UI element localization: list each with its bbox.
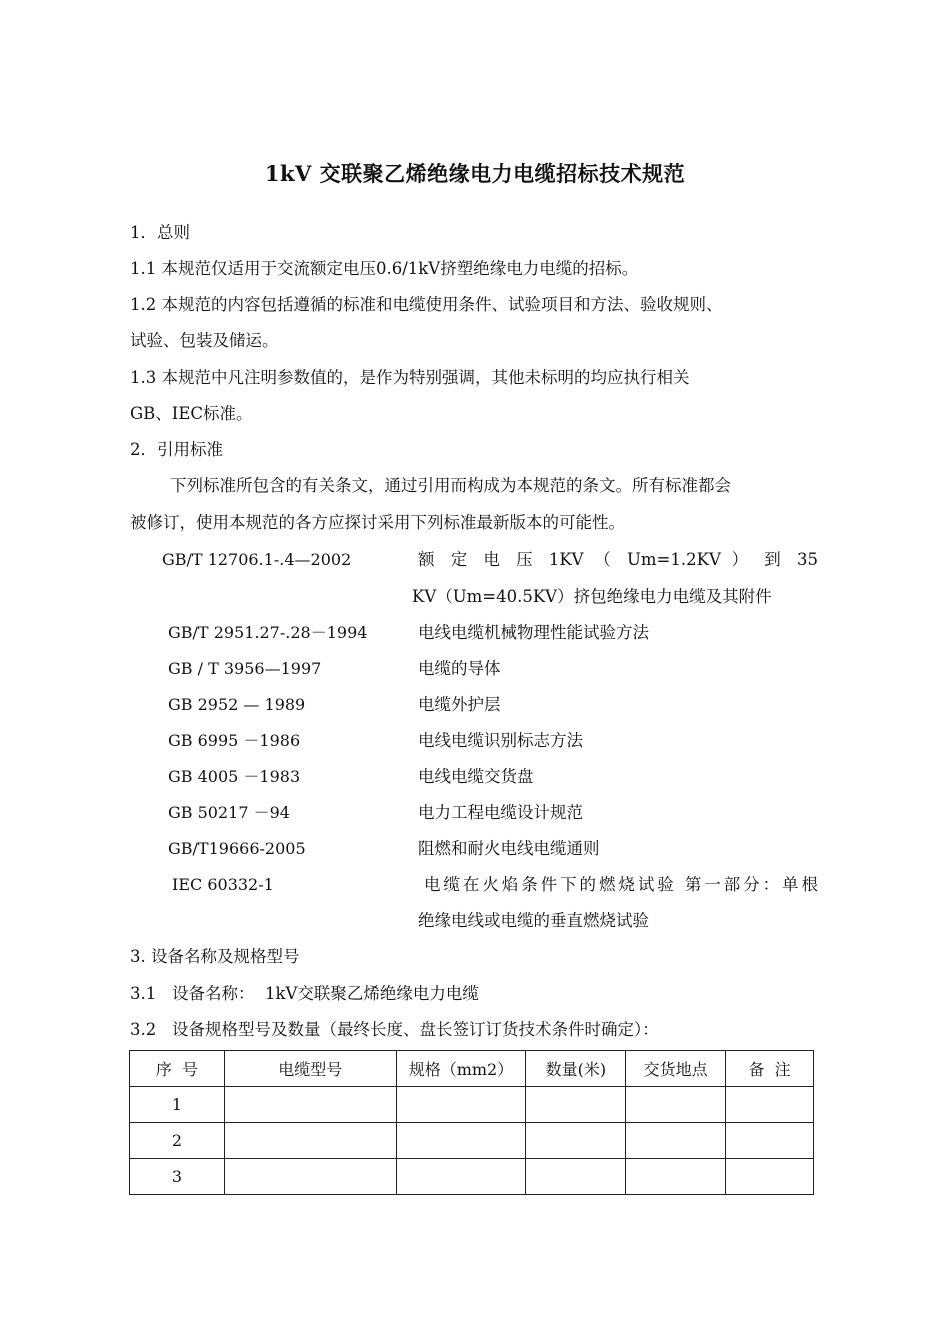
table-header-row bbox=[130, 1051, 814, 1087]
standard-code: GB 6995 －1986 bbox=[168, 731, 301, 750]
standard-description: 电力工程电缆设计规范 bbox=[418, 803, 583, 822]
table-cell-serial: 3 bbox=[130, 1159, 225, 1195]
clause-3-1: 3.1 设备名称： 1kV交联聚乙烯绝缘电力电缆 bbox=[130, 984, 479, 1003]
column-header-serial: 序 号 bbox=[130, 1051, 225, 1087]
clause-1-2-line2: 试验、包装及储运。 bbox=[130, 331, 279, 350]
table-cell bbox=[726, 1123, 814, 1159]
column-header-remarks: 备 注 bbox=[726, 1051, 814, 1087]
table-cell bbox=[396, 1159, 526, 1195]
table-row bbox=[130, 1159, 814, 1195]
table-cell bbox=[224, 1159, 396, 1195]
table-cell bbox=[396, 1087, 526, 1123]
table-cell bbox=[526, 1087, 626, 1123]
standard-description-continued: KV（Um=40.5KV）挤包绝缘电力电缆及其附件 bbox=[412, 587, 772, 606]
standard-description: 电缆的导体 bbox=[418, 659, 501, 678]
column-header-quantity: 数量(米) bbox=[526, 1051, 626, 1087]
standard-description: 电缆在火焰条件下的燃烧试验 第一部分：单根 bbox=[424, 875, 818, 894]
table-cell bbox=[726, 1159, 814, 1195]
section-2-heading: 2．引用标准 bbox=[130, 440, 223, 459]
section-2-intro-line2: 被修订，使用本规范的各方应探讨采用下列标准最新版本的可能性。 bbox=[130, 513, 625, 532]
standard-code: GB 4005 －1983 bbox=[168, 767, 301, 786]
standard-description: 电线电缆机械物理性能试验方法 bbox=[418, 623, 649, 642]
standard-description: 电线电缆识别标志方法 bbox=[418, 731, 583, 750]
standard-code: GB/T19666-2005 bbox=[168, 839, 306, 858]
clause-1-3-line1: 1.3 本规范中凡注明参数值的，是作为特别强调，其他未标明的均应执行相关 bbox=[130, 368, 690, 387]
section-2-intro-line1: 下列标准所包含的有关条文，通过引用而构成为本规范的条文。所有标准都会 bbox=[170, 476, 731, 495]
standard-code: IEC 60332-1 bbox=[172, 875, 274, 894]
standard-description: 电线电缆交货盘 bbox=[418, 767, 534, 786]
table-cell-serial: 2 bbox=[130, 1123, 225, 1159]
equipment-spec-table bbox=[129, 1050, 814, 1195]
table-row bbox=[130, 1087, 814, 1123]
table-cell bbox=[396, 1123, 526, 1159]
table-cell bbox=[726, 1087, 814, 1123]
table-cell bbox=[526, 1123, 626, 1159]
clause-1-3-line2: GB、IEC标准。 bbox=[130, 404, 253, 423]
standard-code: GB/T 2951.27-.28－1994 bbox=[168, 623, 368, 642]
table-cell bbox=[224, 1087, 396, 1123]
standard-code: GB/T 12706.1-.4—2002 bbox=[162, 550, 352, 569]
standard-description: 阻燃和耐火电线电缆通则 bbox=[418, 839, 600, 858]
table-cell-serial: 1 bbox=[130, 1087, 225, 1123]
standard-description-continued: 绝缘电线或电缆的垂直燃烧试验 bbox=[418, 911, 649, 930]
standard-code: GB 2952 — 1989 bbox=[168, 695, 306, 714]
column-header-cable-model: 电缆型号 bbox=[224, 1051, 396, 1087]
table-cell bbox=[526, 1159, 626, 1195]
section-1-heading: 1．总则 bbox=[130, 223, 190, 242]
standard-description: 额 定 电 压 1KV （ Um=1.2KV ） 到 35 bbox=[418, 550, 818, 569]
standard-description: 电缆外护层 bbox=[418, 695, 501, 714]
column-header-delivery-location: 交货地点 bbox=[626, 1051, 726, 1087]
clause-3-2: 3.2 设备规格型号及数量（最终长度、盘长签订订货技术条件时确定）： bbox=[130, 1020, 659, 1039]
standard-code: GB 50217 －94 bbox=[168, 803, 290, 822]
table-cell bbox=[626, 1123, 726, 1159]
standard-code: GB / T 3956—1997 bbox=[168, 659, 322, 678]
page-title: 1kV 交联聚乙烯绝缘电力电缆招标技术规范 bbox=[264, 161, 686, 186]
clause-1-2-line1: 1.2 本规范的内容包括遵循的标准和电缆使用条件、试验项目和方法、验收规则、 bbox=[130, 295, 723, 314]
section-3-heading: 3. 设备名称及规格型号 bbox=[130, 947, 300, 966]
table-cell bbox=[626, 1159, 726, 1195]
column-header-specification: 规格（mm2） bbox=[396, 1051, 526, 1087]
clause-1-1: 1.1 本规范仅适用于交流额定电压0.6/1kV挤塑绝缘电力电缆的招标。 bbox=[130, 259, 639, 278]
table-row bbox=[130, 1123, 814, 1159]
table-cell bbox=[224, 1123, 396, 1159]
table-cell bbox=[626, 1087, 726, 1123]
